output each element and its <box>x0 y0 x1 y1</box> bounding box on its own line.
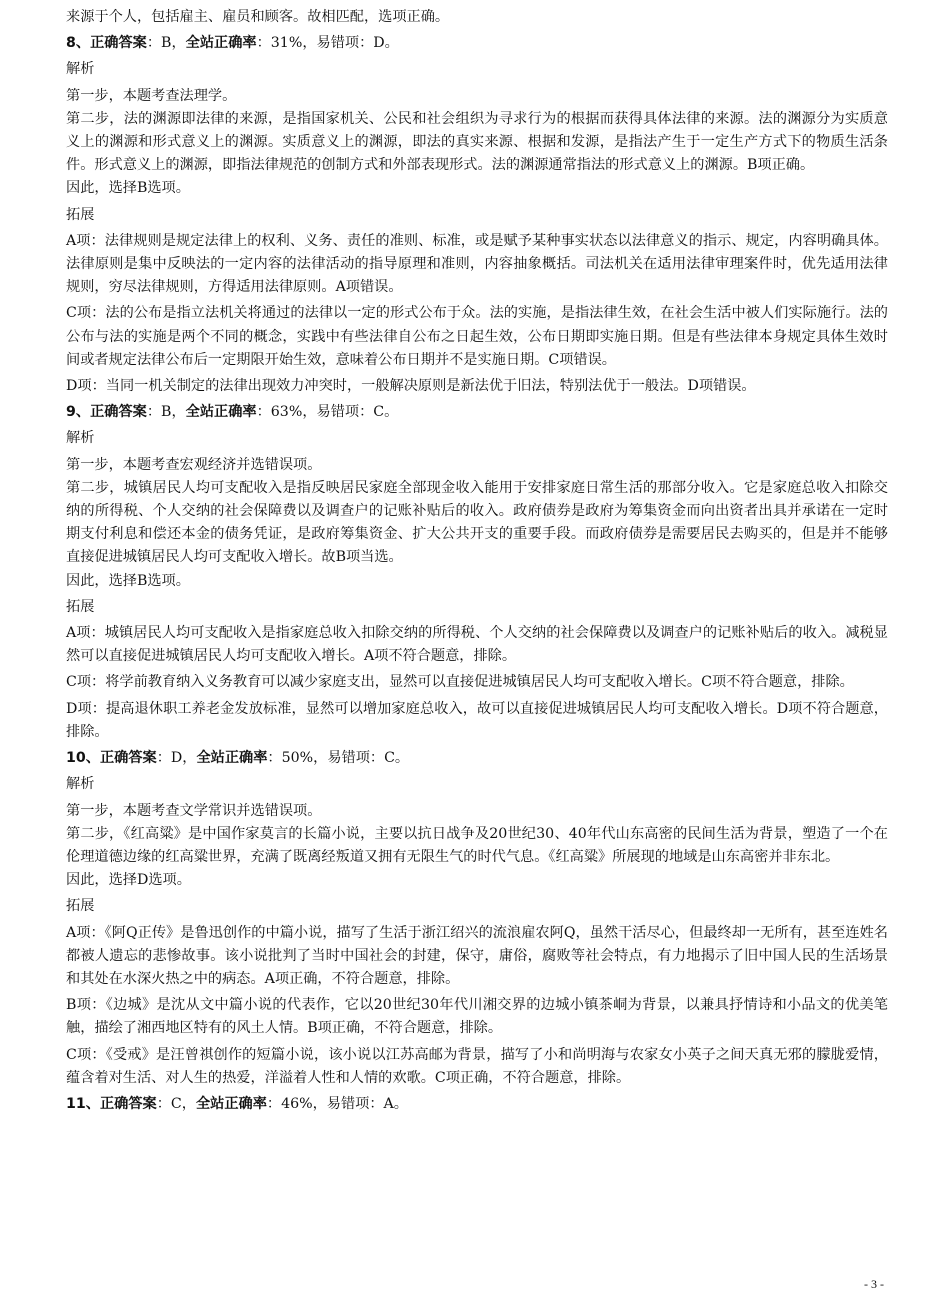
analysis-paragraph: 因此，选择D选项。 <box>66 872 191 889</box>
document-page <box>66 6 888 1117</box>
extension-paragraph: A项：《阿Q正传》是鲁迅创作的中篇小说，描写了生活于浙江绍兴的流浪雇农阿Q，虽然干活尽心，但最终却一无所有，甚至连姓名都被人遗忘的悲惨故事。该小说批判了当时中国社会的封建，保守，庸俗，腐败等社会特点，有力地揭示了旧中国人民的生活场景和其处在水深火热之中的病态。A项正确，不符合题意，排除。 <box>66 924 888 987</box>
question-10 <box>66 747 888 1090</box>
question-8 <box>66 32 888 398</box>
extension-paragraph: B项：《边城》是沈从文中篇小说的代表作，它以20世纪30年代川湘交界的边城小镇茶峒为背景，以兼具抒情诗和小品文的优美笔触，描绘了湘西地区特有的风土人情。B项正确，不符合题意，排除。 <box>66 997 888 1037</box>
analysis-label: 解析 <box>66 430 95 447</box>
page-number: - 3 - <box>864 1277 884 1291</box>
analysis-paragraph: 第一步，本题考查宏观经济并选错误项。 <box>66 456 322 473</box>
question-11 <box>66 1093 888 1116</box>
extension-label: 拓展 <box>66 206 95 223</box>
extension-paragraph: C项：《受戒》是汪曾祺创作的短篇小说，该小说以江苏高邮为背景，描写了小和尚明海与农家女小英子之间天真无邪的朦胧爱情，蕴含着对生活、对人生的热爱，洋溢着人性和人情的欢歌。C项正确，不符合题意，排除。 <box>66 1046 888 1086</box>
extension-paragraph: A项：法律规则是规定法律上的权利、义务、责任的准则、标准，或是赋予某种事实状态以法律意义的指示、规定，内容明确具体。法律原则是集中反映法的一定内容的法律活动的指导原理和准则，内容抽象概括。司法机关在适用法律审理案件时，优先适用法律规则，穷尽法律规则，方得适用法律原则。A项错误。 <box>66 232 888 296</box>
analysis-paragraph: 第一步，本题考查法理学。 <box>66 87 237 104</box>
analysis-paragraph: 第二步，城镇居民人均可支配收入是指反映居民家庭全部现金收入能用于安排家庭日常生活的那部分收入。它是家庭总收入扣除交纳的所得税、个人交纳的社会保障费以及调查户的记账补贴后的收入。政府债券是政府为筹集资金而向出资者出具并承诺在一定时期支付利息和偿还本金的债务凭证，是政府筹集资金、扩大公共开支的重要手段。而政府债券是需要居民去购买的，但是并不能够直接促进城镇居民人均可支配收入增长。故B项当选。 <box>66 479 888 566</box>
answer-header: 8、正确答案：B，全站正确率：31%，易错项：D。 <box>66 35 399 52</box>
analysis-paragraph: 第二步，法的渊源即法律的来源，是指国家机关、公民和社会组织为寻求行为的根据而获得具体法律的来源。法的渊源分为实质意义上的渊源和形式意义上的渊源。实质意义上的渊源，即法的真实来源、根据和发源，是指法产生于一定生产方式下的物质生活条件。形式意义上的渊源，即指法律规范的创制方式和外部表现形式。法的渊源通常指法的形式意义上的渊源。B项正确。 <box>66 110 888 174</box>
analysis-paragraph: 第二步，《红高粱》是中国作家莫言的长篇小说，主要以抗日战争及20世纪30、40年代山东高密的民间生活为背景，塑造了一个在伦理道德边缘的红高粱世界，充满了既离经叛道又拥有无限生气的时代气息。《红高粱》所展现的地域是山东高密并非东北。 <box>66 825 888 865</box>
question-9 <box>66 401 888 744</box>
analysis-paragraph: 因此，选择B选项。 <box>66 180 190 197</box>
extension-paragraph: C项：法的公布是指立法机关将通过的法律以一定的形式公布于众。法的实施，是指法律生效，在社会生活中被人们实际施行。法的公布与法的实施是两个不同的概念，实践中有些法律自公布之日起生效，公布日期即实施日期。但是有些法律本身规定具体生效时间或者规定法律公布后一定期限开始生效，意味着公布日期并不是实施日期。C项错误。 <box>66 305 888 368</box>
answer-header: 9、正确答案：B，全站正确率：63%，易错项：C。 <box>66 404 399 421</box>
answer-header: 10、正确答案：D，全站正确率：50%，易错项：C。 <box>66 750 410 767</box>
extension-paragraph: A项：城镇居民人均可支配收入是指家庭总收入扣除交纳的所得税、个人交纳的社会保障费以及调查户的记账补贴后的收入。减税显然可以直接促进城镇居民人均可支配收入增长。A项不符合题意，排除。 <box>66 625 888 665</box>
answer-header: 11、正确答案：C，全站正确率：46%，易错项：A。 <box>66 1095 408 1112</box>
extension-paragraph: D项：提高退休职工养老金发放标准，显然可以增加家庭总收入，故可以直接促进城镇居民人均可支配收入增长。D项不符合题意，排除。 <box>66 700 888 740</box>
analysis-paragraph: 因此，选择B选项。 <box>66 572 190 589</box>
extension-label: 拓展 <box>66 898 95 915</box>
analysis-label: 解析 <box>66 61 95 78</box>
extension-label: 拓展 <box>66 598 95 615</box>
analysis-label: 解析 <box>66 776 95 793</box>
continued-text: 来源于个人，包括雇主、雇员和顾客。故相匹配，选项正确。 <box>66 9 450 25</box>
extension-paragraph: D项：当同一机关制定的法律出现效力冲突时，一般解决原则是新法优于旧法，特别法优于一般法。D项错误。 <box>66 378 756 395</box>
extension-paragraph: C项：将学前教育纳入义务教育可以减少家庭支出，显然可以直接促进城镇居民人均可支配收入增长。C项不符合题意，排除。 <box>66 674 854 691</box>
analysis-paragraph: 第一步，本题考查文学常识并选错误项。 <box>66 802 322 819</box>
